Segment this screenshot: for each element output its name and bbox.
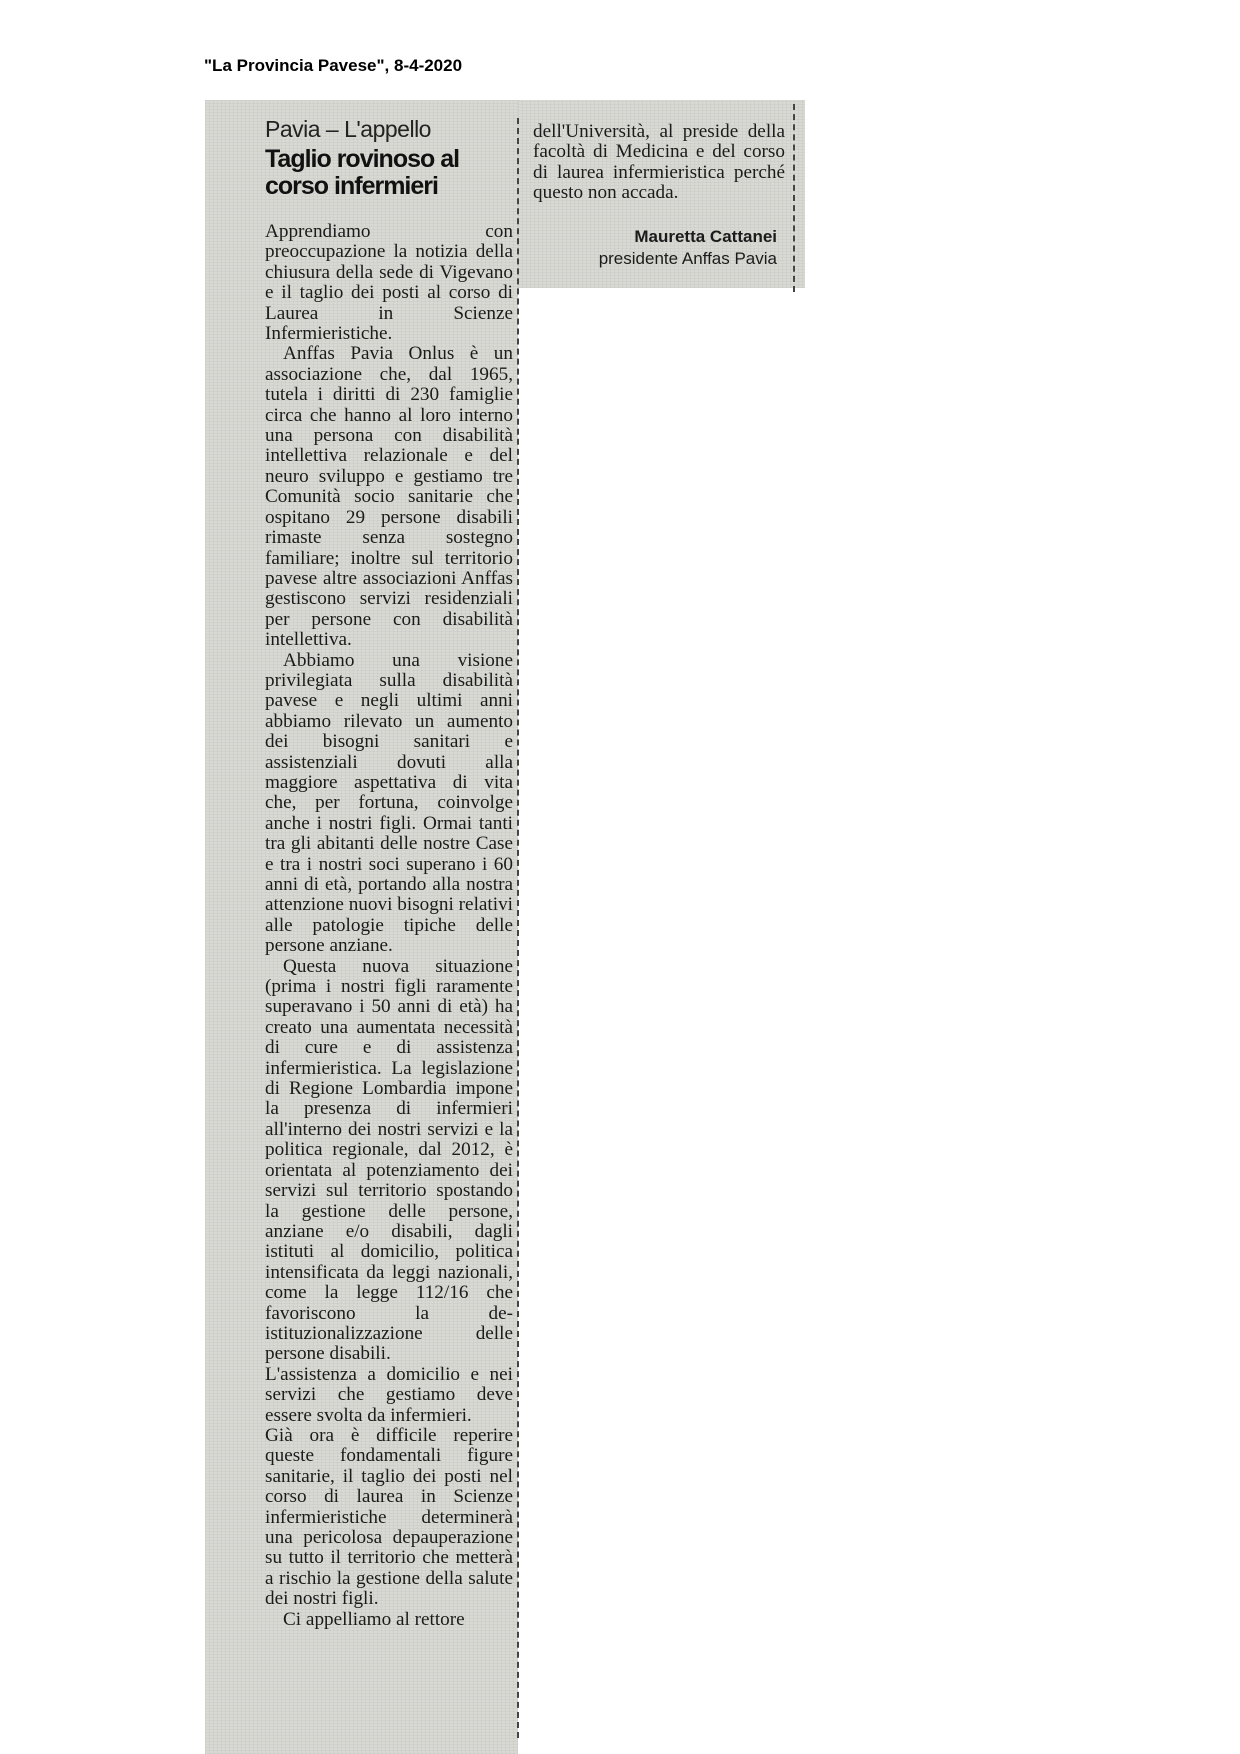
article-paragraph: Già ora è difficile reperire queste fondamentali figure sanitarie, il taglio dei posti nel corso di laurea in Scienze infermieristiche determinerà una pericolosa depauperazione su tutto il territorio che metterà a rischio la gestione della salute dei nostri figli. — [265, 1424, 513, 1610]
source-caption: "La Provincia Pavese", 8-4-2020 — [204, 56, 463, 75]
article-paragraph: Ci appelliamo al rettore — [283, 1608, 465, 1630]
article-headline: Taglio rovinoso al corso infermieri — [265, 145, 460, 200]
article-paragraph: Apprendiamo con preoccupazione la notizia della chiusura della sede di Vigevano e il taglio dei posti al corso di Laurea in Scienze Infermieristiche. — [265, 221, 513, 345]
article-body-right — [533, 122, 785, 204]
signature-name: Mauretta Cattanei — [634, 227, 777, 246]
article-signature — [599, 226, 777, 270]
signature-role: presidente Anffas Pavia — [598, 249, 777, 268]
column-divider-right — [793, 104, 795, 292]
article-paragraph: Questa nuova situazione (prima i nostri figli raramente superavano i 50 anni di età) ha creato una aumentata necessità di cure e di assistenza infermieristica. La legislazione di Regione Lombardia impone la presenza di infermieri all'interno dei nostri servizi e la politica regionale, dal 2012, è orientata al potenziamento dei servizi sul territorio spostando la gestione delle persone, anziane e/o disabili, dagli istituti al domicilio, politica intensificata da leggi nazionali, come la legge 112/16 che favoriscono la de-istituzionalizzazione delle persone disabili. — [265, 955, 513, 1365]
article-paragraph: Abbiamo una visione privilegiata sulla disabilità pavese e negli ultimi anni abbiamo rilevato un aumento dei bisogni sanitari e assistenziali dovuti alla maggiore aspettativa di vita che, per fortuna, coinvolge anche i nostri figli. Ormai tanti tra gli abitanti delle nostre Case e tra i nostri soci superano i 60 anni di età, portando alla nostra attenzione nuovi bisogni relativi alle patologie tipiche delle persone anziane. — [265, 649, 513, 957]
article-paragraph: L'assistenza a domicilio e nei servizi che gestiamo deve essere svolta da infermieri. — [265, 1363, 513, 1426]
article-body-left — [265, 222, 513, 1630]
newspaper-clipping — [205, 100, 805, 1754]
article-continuation: dell'Università, al preside della facoltà di Medicina e del corso di laurea infermieristica perché questo non accada. — [533, 121, 785, 204]
article-kicker: Pavia – L'appello — [265, 116, 431, 142]
article-paragraph: Anffas Pavia Onlus è un associazione che, dal 1965, tutela i diritti di 230 famiglie circa che hanno al loro interno una persona con disabilità intellettiva relazionale e del neuro sviluppo e gestiamo tre Comunità socio sanitarie che ospitano 29 persone disabili rimaste senza sostegno familiare; inoltre sul territorio pavese altre associazioni Anffas gestiscono servizi residenziali per persone con disabilità intellettiva. — [265, 343, 513, 651]
column-divider — [517, 118, 519, 1738]
